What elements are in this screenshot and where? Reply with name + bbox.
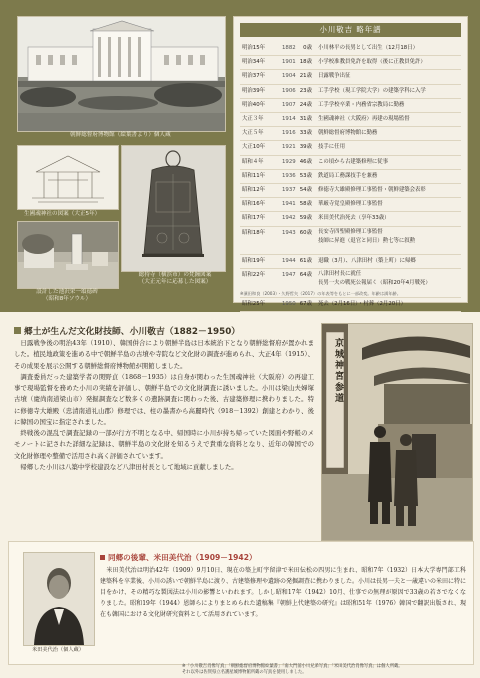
- timeline-ad: 1947: [282, 272, 296, 279]
- timeline-era: 明治37年: [242, 73, 266, 80]
- timeline-era: 昭和11年: [242, 172, 266, 179]
- timeline-event: 退職（3月）、八津田村（築上町）に帰郷: [318, 258, 416, 264]
- timeline-age: 67歳: [299, 300, 312, 307]
- timeline-event: 技手に任用: [318, 144, 345, 151]
- museum-photo: [17, 16, 226, 132]
- bell-drawing-image: [122, 146, 225, 271]
- timeline-event: 朝鮮総督府博物館に勤務: [318, 130, 378, 137]
- gate-image: [322, 324, 472, 540]
- timeline-age: 53歳: [299, 172, 312, 179]
- timeline-event: 八津田村長に就任 長男一夫の戦死公報届く（昭和20年4月戦死）: [318, 271, 431, 287]
- timeline-era: 昭和16年: [242, 201, 266, 208]
- timeline-age: 39歳: [299, 144, 312, 151]
- timeline-ad: 1941: [282, 201, 296, 208]
- timeline-ad: 1914: [282, 116, 296, 122]
- portrait-photo: [23, 552, 95, 646]
- timeline-era: 昭和12年: [242, 187, 266, 193]
- timeline-event: 工手学校（現工学院大学）の建築学科に入学: [318, 87, 426, 94]
- museum-photo-caption: 朝鮮総督府博物館（絵葉書より）個人蔵: [70, 132, 171, 138]
- timeline-era: 大正３年: [242, 116, 264, 122]
- timeline-row: [240, 254, 461, 269]
- timeline-era: 明治40年: [242, 101, 266, 108]
- museum-building-image: [18, 17, 225, 131]
- section1-body: [14, 338, 314, 473]
- pagoda-caption: 生國魂神社の図案（大正5年）: [24, 211, 101, 217]
- paragraph: 終戦後の混乱で調査記録の一部が行方不明となる中、帰国時に小川が持ち帰っていた図面や野帳のメモノートに記された詳細な記録は、朝鮮半島の文化財を知るうえで貴重な資料となり、近年の韓国での文化財修理や整備で活用され高く評価されています。: [14, 429, 314, 460]
- timeline-age: 0歳: [303, 45, 312, 51]
- timeline-row: [240, 112, 461, 127]
- timeline-row: [240, 155, 461, 170]
- timeline-age: 54歳: [299, 187, 312, 193]
- timeline-row: [240, 183, 461, 198]
- timeline-age: 18歳: [299, 59, 312, 66]
- stele-photo: [17, 221, 119, 289]
- timeline-event: 鉄道局工務課技手を兼務: [318, 172, 378, 179]
- portrait-caption: 米田美代治（個人蔵）: [32, 647, 84, 653]
- timeline-era: 大正10年: [242, 144, 266, 151]
- timeline-row: [240, 211, 461, 226]
- timeline-event: 工手学校卒業・内務省宗教局に勤務: [318, 101, 405, 108]
- timeline-ad: 1882: [282, 45, 296, 51]
- timeline-era: 明治39年: [242, 87, 266, 94]
- timeline-era: 昭和18年: [242, 229, 266, 236]
- section2-heading: [100, 552, 257, 563]
- gate-sign-text: 京城神宮参道: [333, 338, 343, 404]
- paragraph: 米田美代治は明治42年（1909）9月10日、現在の築上町宇留津で米田伝松の四男に生まれ、昭和7年（1932）日本大学専門部工科建築科を卒業後、小川の誘いで朝鮮半島に渡り、古建築修理や遺跡の発掘調査に携わりました。小川は長男一夫と一歳違いの米田に特に目をかけ、その精巧な製図法は小川の影響といわれます。しかし昭和17年（1942）10月、仕事での無理が原因で33歳の若さでなくなりました。昭和19年（1944）恩師らによりまとめられた遺稿集『朝鮮上代建築の研究』は昭和51年（1976）韓国で翻訳出版され、現在も韓国における文化財研究資料として活用されています。: [100, 567, 467, 618]
- timeline-row: [240, 297, 461, 312]
- timeline-ad: 1942: [282, 215, 296, 222]
- timeline-event: 修徳寺大雄殿修理工事監督・朝鮮建築会表彰: [318, 187, 426, 193]
- timeline-row: [240, 84, 461, 99]
- timeline-row: [240, 197, 461, 212]
- section2-heading-text: 同郷の後輩、米田美代治（1909－1942）: [108, 553, 257, 562]
- timeline-age: 31歳: [299, 116, 312, 122]
- timeline-age: 23歳: [299, 87, 312, 94]
- timeline-ad: 1936: [282, 172, 296, 179]
- timeline-era: 昭和19年: [242, 258, 266, 264]
- timeline-ad: 1906: [282, 87, 296, 94]
- timeline-era: 明治34年: [242, 59, 266, 66]
- timeline-age: 33歳: [299, 130, 312, 137]
- timeline-era: 昭和４年: [242, 158, 264, 165]
- timeline-row: [240, 98, 461, 113]
- timeline-era: 大正５年: [242, 130, 264, 137]
- pagoda-drawing: [17, 145, 119, 210]
- paragraph: 帰郷した小川は八築中学校建設など八津田村長として地域に貢献しました。: [20, 462, 238, 471]
- footnote: ※「小川敬吉肖像写真」「朝鮮総督府博物館絵葉書」「南大門前小川兄弟写真」「米田美代治肖像写真」は個人所蔵。 それ以外は佐賀県立名護屋城博物館所蔵の写真を使用しました。: [182, 664, 403, 676]
- timeline-ad: 1921: [282, 144, 296, 151]
- timeline-age: 60歳: [299, 229, 312, 236]
- section1-heading-text: 郷土が生んだ文化財技師、小川敬吉（1882－1950）: [24, 327, 241, 337]
- timeline-row: [240, 169, 461, 184]
- timeline-era: 昭和25年: [242, 300, 266, 307]
- paragraph: 日露戦争後の明治43年（1910）、韓国併合により朝鮮半島は日本統治下となり朝鮮総督府が置かれました。植民地政策を進める中で朝鮮半島の古墳や寺院など文化財の調査が進められ、大正4年（1915）、その成果を展示公開する朝鮮総督府博物館が開館しました。: [14, 339, 314, 370]
- timeline-age: 58歳: [299, 201, 312, 208]
- stele-image: [18, 222, 118, 288]
- section-marker-icon: [14, 327, 21, 334]
- timeline-ad: 1916: [282, 130, 296, 137]
- timeline-event: 死去（2月16日）・村葬（2月20日）: [318, 300, 406, 307]
- timeline-event: 華厳寺覚皇殿修理工事監督: [318, 201, 383, 208]
- timeline-row: [240, 126, 461, 141]
- bell-drawing: [121, 145, 226, 272]
- timeline-age: 21歳: [299, 73, 312, 80]
- timeline-ad: 1907: [282, 101, 296, 108]
- timeline-box: [233, 16, 468, 307]
- timeline-age: 64歳: [299, 272, 312, 279]
- timeline-title: 小川敬吉 略年譜: [240, 23, 461, 37]
- timeline-ad: 1901: [282, 59, 296, 66]
- timeline-row: [240, 41, 461, 56]
- timeline-ad: 1944: [282, 258, 296, 264]
- timeline-row: [240, 140, 461, 155]
- timeline-row: [240, 55, 461, 70]
- gate-photo: [321, 323, 473, 541]
- timeline-event: 小川林平の長男として出生（12月18日）: [318, 45, 418, 51]
- timeline-event: この頃から古建築修理に従事: [318, 158, 389, 165]
- timeline-age: 61歳: [299, 258, 312, 264]
- timeline-event: 生國魂神社（大阪府）再建の現場監督: [318, 116, 410, 122]
- timeline-event: 日露戦争出征: [318, 73, 351, 80]
- stele-caption: 設計した池沢栄一頌徳碑 （昭和8年ソウル）: [36, 289, 98, 303]
- timeline-row: [240, 226, 461, 255]
- timeline-ad: 1937: [282, 187, 296, 193]
- timeline-ad: 1943: [282, 229, 296, 236]
- timeline-note: ※濱田和良（2003）・久野哲矢（2017）の年表等をもとに一部改変。年齢は満年齢。: [240, 291, 401, 296]
- timeline-era: 昭和22年: [242, 272, 266, 279]
- timeline-ad: 1950: [282, 300, 296, 307]
- section2-body: [100, 565, 466, 620]
- section1-heading: [14, 324, 240, 337]
- timeline-era: 昭和17年: [242, 215, 266, 222]
- paragraph: 調査委員だった建築学者の関野貞（1868－1935）は自身が関わった生国魂神社（大阪府）の再建工事で現場監督を務めた小川の実績を評価し、朝鮮半島での文化財調査に誘いました。小川は梁山夫婦塚古墳（慶尚南道梁山市）発掘調査など数多くの遺跡調査に関わった後、古建築修理に携わりました。特に修徳寺大雄殿（忠清南道礼山郡）修理では、柱の墨書から高麗時代（918－1392）創建とわかり、後に韓国の国宝に指定されました。: [14, 372, 314, 426]
- pagoda-drawing-image: [18, 146, 118, 209]
- timeline-event: 長安寺四聖殿修理工事監督 技師に昇進（退官と同日）勲七等に叙勲: [318, 228, 416, 244]
- timeline-era: 明治15年: [242, 45, 266, 51]
- top-panel: [0, 0, 480, 312]
- timeline-age: 59歳: [299, 215, 312, 222]
- timeline-ad: 1904: [282, 73, 296, 80]
- timeline-event: 米田美代治死去（享年33歳）: [318, 215, 390, 222]
- section2-marker-icon: [100, 555, 105, 560]
- bell-caption: 総持寺（横浜市）の梵鐘図案 （大正元年に応募した図案）: [138, 272, 212, 286]
- timeline-ad: 1929: [282, 158, 296, 165]
- timeline-age: 24歳: [299, 101, 312, 108]
- timeline-row: [240, 69, 461, 84]
- timeline-event: 小学校准教員免許を取得（後に正教員免許）: [318, 59, 426, 66]
- timeline-age: 46歳: [299, 158, 312, 165]
- portrait-image: [24, 553, 94, 645]
